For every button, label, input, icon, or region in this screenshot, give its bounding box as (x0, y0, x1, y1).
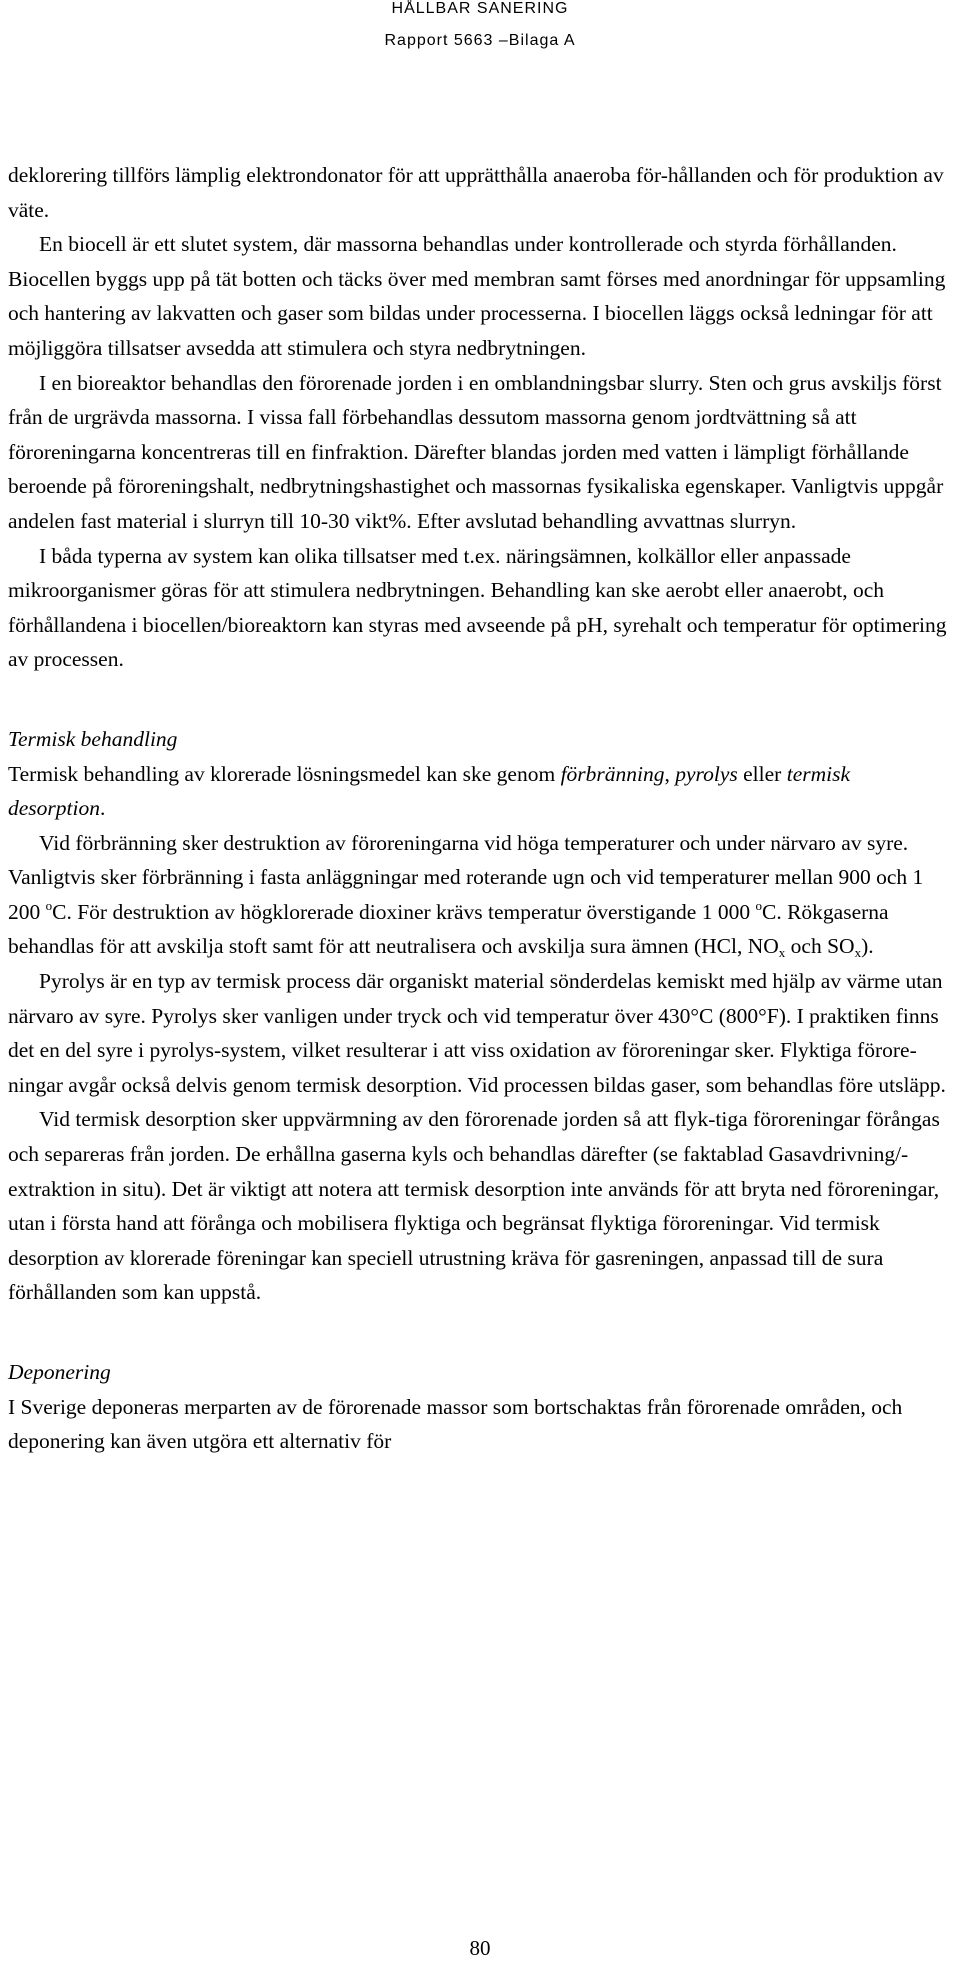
emphasis-text: pyrolys (675, 761, 738, 786)
section-heading-termisk: Termisk behandling (8, 726, 178, 751)
paragraph: En biocell är ett slutet system, där massorna behandlas under kontrollerade och styrda förhållanden. Biocellen byggs upp på tät botten och täcks över med membran samt förses med anordningar för uppsamling och hantering av lakvatten och gaser som bildas under processerna. I biocellen läggs också ledningar för att möjliggöra tillsatser avsedda att stimulera och styra nedbrytningen. (8, 232, 946, 360)
emphasis-text: termisk desorption (8, 761, 851, 821)
subscript: x (854, 945, 862, 961)
paragraph: I en bioreaktor behandlas den förorenade jorden i en omblandningsbar slurry. Sten och grus avskiljs först från de urgrävda massorna. I vissa fall förbehandlas dessutom massorna genom jordtvättning så att föroreningarna koncentreras till en finfraktion. Därefter blandas jorden med vatten i lämpligt förhållande beroende på föroreningshalt, nedbrytningshastighet och massornas fysikaliska egenskaper. Vanligtvis uppgår andelen fast material i slurryn till 10-30 vikt%. Efter avslutad behandling avvattnas slurryn. (8, 370, 944, 533)
text-run: ). (861, 934, 874, 959)
header-subtitle: Rapport 5663 –Bilaga A (384, 32, 576, 49)
text-run: , (664, 761, 676, 786)
paragraph (8, 757, 952, 826)
paragraph: I båda typerna av system kan olika tillsatser med t.ex. näringsämnen, kolkällor eller anpassade mikroorganismer göras för att stimulera nedbrytningen. Behandling kan ske aerobt eller anaerobt, och förhållandena i biocellen/bioreaktorn kan styras med avseende på pH, syrehalt och temperatur för optimering av processen. (8, 543, 947, 672)
page-number: 80 (469, 1936, 491, 1960)
text-run: C. Rökgaserna behandlas för att avskilja stoft samt för att neutralisera och avskilja sura ämnen (HCl, NO (8, 899, 889, 959)
text-run: Vid förbränning sker destruktion av föroreningarna vid höga temperaturer och under närvaro av syre. Vanligtvis sker förbränning i fasta anläggningar med roterande ugn och vid temperaturer mellan 900 och 1 200 (8, 830, 924, 924)
section-gap (8, 677, 952, 722)
document-body (8, 158, 952, 1459)
text-run: C. För destruktion av högklorerade dioxiner krävs temperatur överstigande 1 000 (52, 899, 756, 924)
emphasis-text: förbränning (560, 761, 665, 786)
subscript: x (778, 945, 786, 961)
text-run: och SO (785, 934, 855, 959)
paragraph: Pyrolys är en typ av termisk process där organiskt material sönderdelas kemiskt med hjälp av värme utan närvaro av syre. Pyrolys sker vanligen under tryck och vid temperatur över 430°C (800°F). I praktiken finns det en del syre i pyrolys-system, vilket resulterar i att viss oxidation av föroreningar sker. Flyktiga förore-ningar avgår också delvis genom termisk desorption. Vid processen bildas gaser, som behandlas före utsläpp. (8, 969, 946, 1097)
superscript: o (45, 897, 53, 913)
section-gap (8, 1310, 952, 1355)
superscript: o (755, 897, 762, 913)
paragraph: deklorering tillförs lämplig elektrondonator för att upprätthålla anaeroba för-hållanden och för produktion av väte. (8, 163, 944, 222)
text-run: . (99, 796, 106, 821)
text-run: Termisk behandling av klorerade lösningsmedel kan ske genom (8, 761, 561, 786)
section-heading-deponering: Deponering (8, 1360, 111, 1384)
header-title: HÅLLBAR SANERING (391, 0, 569, 17)
paragraph: I Sverige deponeras merparten av de förorenade massor som bortschaktas från förorenade områden, och deponering kan även utgöra ett alternativ för (8, 1394, 903, 1454)
paragraph (8, 826, 952, 964)
paragraph: Vid termisk desorption sker uppvärmning av den förorenade jorden så att flyk-tiga föroreningar förångas och separeras från jorden. De erhållna gaserna kyls och behandlas därefter (se faktablad Gasavdrivning/-extraktion in situ). Det är viktigt att notera att termisk desorption inte används för att bryta ned föroreningar, utan i första hand att förånga och mobilisera flyktiga och begränsat flyktiga föroreningar. Vid termisk desorption av klorerade föreningar kan speciell utrustning kräva för gasreningen, anpassad till de sura förhållanden som kan uppstå. (8, 1107, 940, 1305)
text-run: eller (737, 761, 787, 786)
